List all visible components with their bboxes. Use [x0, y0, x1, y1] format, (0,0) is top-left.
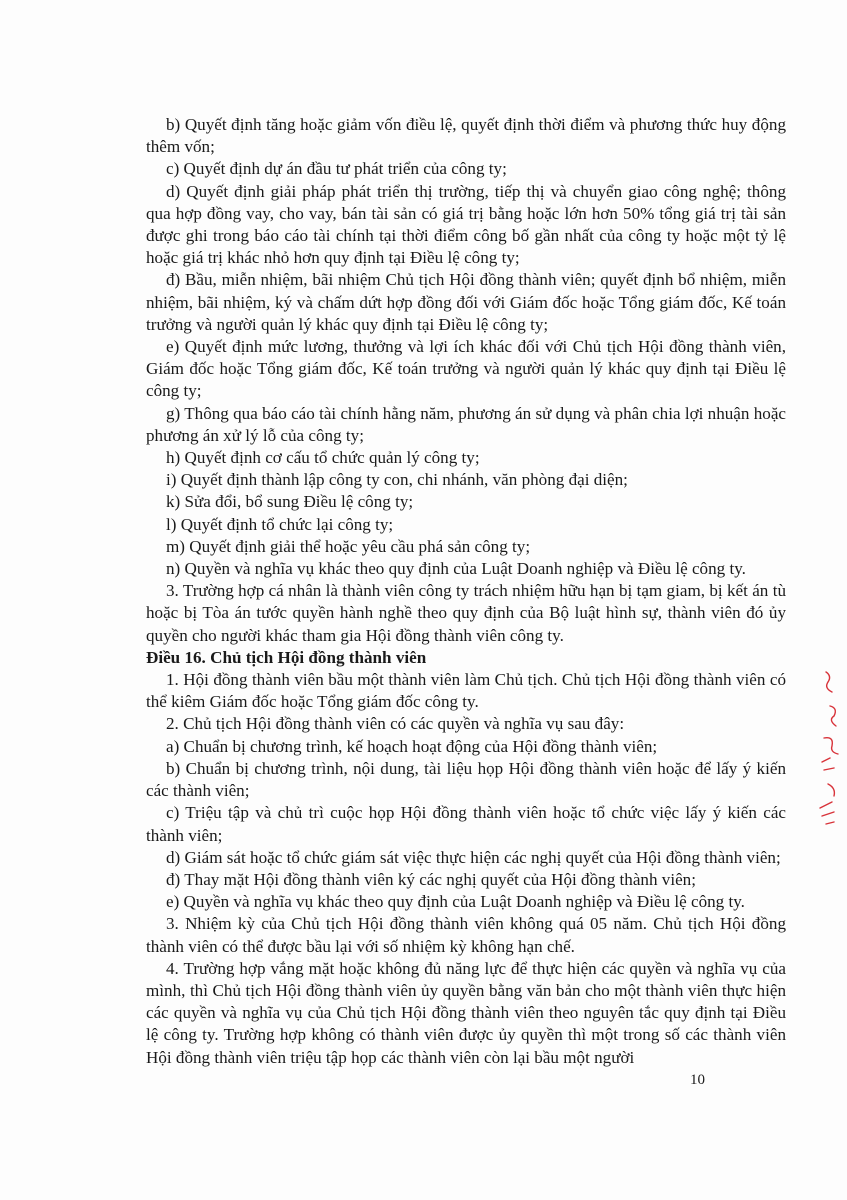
paragraph: 4. Trường hợp vắng mặt hoặc không đủ năng lực để thực hiện các quyền và nghĩa vụ của mình, thì Chủ tịch Hội đồng thành viên ủy quyền bằng văn bản cho một thành viên thực hiện các quyền và nghĩa vụ của Chủ tịch Hội đồng thành viên theo nguyên tắc quy định tại Điều lệ công ty. Trường hợp không có thành viên được ủy quyền thì một trong số các thành viên Hội đồng thành viên triệu tập họp các thành viên còn lại bầu một người [146, 958, 786, 1067]
paragraph: k) Sửa đổi, bổ sung Điều lệ công ty; [166, 492, 414, 512]
paragraph: e) Quyền và nghĩa vụ khác theo quy định của Luật Doanh nghiệp và Điều lệ công ty. [166, 892, 745, 912]
paragraph: c) Triệu tập và chủ trì cuộc họp Hội đồng thành viên hoặc tổ chức việc lấy ý kiến các thành viên; [146, 803, 786, 845]
page-number: 10 [690, 1072, 705, 1088]
paragraph: n) Quyền và nghĩa vụ khác theo quy định của Luật Doanh nghiệp và Điều lệ công ty. [166, 559, 746, 579]
red-stamp-edge-icon [808, 666, 847, 836]
paragraph: đ) Thay mặt Hội đồng thành viên ký các nghị quyết của Hội đồng thành viên; [166, 869, 696, 889]
paragraph: 2. Chủ tịch Hội đồng thành viên có các quyền và nghĩa vụ sau đây: [166, 714, 625, 734]
paragraph: m) Quyết định giải thể hoặc yêu cầu phá sản công ty; [166, 536, 531, 556]
paragraph: h) Quyết định cơ cấu tổ chức quản lý công ty; [166, 448, 480, 468]
document-body [146, 114, 786, 1069]
paragraph: g) Thông qua báo cáo tài chính hằng năm, phương án sử dụng và phân chia lợi nhuận hoặc phương án xử lý lỗ của công ty; [146, 403, 786, 445]
paragraph: l) Quyết định tổ chức lại công ty; [166, 514, 394, 534]
paragraph: a) Chuẩn bị chương trình, kế hoạch hoạt động của Hội đồng thành viên; [166, 736, 658, 756]
paragraph: 3. Trường hợp cá nhân là thành viên công ty trách nhiệm hữu hạn bị tạm giam, bị kết án tù hoặc bị Tòa án tước quyền hành nghề theo quy định của Bộ luật hình sự, thành viên đó ủy quyền cho người khác tham gia Hội đồng thành viên công ty. [146, 581, 786, 645]
paragraph: d) Quyết định giải pháp phát triển thị trường, tiếp thị và chuyển giao công nghệ; thông qua hợp đồng vay, cho vay, bán tài sản có giá trị bằng hoặc lớn hơn 50% tổng giá trị tài sản được ghi trong báo cáo tài chính tại thời điểm công bố gần nhất của công ty hoặc một tỷ lệ hoặc giá trị khác nhỏ hơn quy định tại Điều lệ công ty; [146, 181, 786, 268]
paragraph: i) Quyết định thành lập công ty con, chi nhánh, văn phòng đại diện; [166, 470, 628, 490]
paragraph: 3. Nhiệm kỳ của Chủ tịch Hội đồng thành viên không quá 05 năm. Chủ tịch Hội đồng thành viên có thể được bầu lại với số nhiệm kỳ không hạn chế. [146, 914, 786, 956]
paragraph: e) Quyết định mức lương, thưởng và lợi ích khác đối với Chủ tịch Hội đồng thành viên, Giám đốc hoặc Tổng giám đốc, Kế toán trưởng và người quản lý khác quy định tại Điều lệ công ty; [146, 337, 786, 401]
paragraph: 1. Hội đồng thành viên bầu một thành viên làm Chủ tịch. Chủ tịch Hội đồng thành viên có thể kiêm Giám đốc hoặc Tổng giám đốc công ty. [146, 670, 786, 712]
paragraph: d) Giám sát hoặc tổ chức giám sát việc thực hiện các nghị quyết của Hội đồng thành viên; [166, 847, 781, 867]
section-heading: Điều 16. Chủ tịch Hội đồng thành viên [146, 647, 427, 667]
paragraph: đ) Bầu, miễn nhiệm, bãi nhiệm Chủ tịch Hội đồng thành viên; quyết định bổ nhiệm, miễn nhiệm, bãi nhiệm, ký và chấm dứt hợp đồng đối với Giám đốc hoặc Tổng giám đốc, Kế toán trưởng và người quản lý khác quy định tại Điều lệ công ty; [146, 270, 786, 334]
paragraph: b) Quyết định tăng hoặc giảm vốn điều lệ, quyết định thời điểm và phương thức huy động thêm vốn; [146, 115, 786, 157]
paragraph: b) Chuẩn bị chương trình, nội dung, tài liệu họp Hội đồng thành viên hoặc để lấy ý kiến các thành viên; [146, 758, 786, 801]
paragraph: c) Quyết định dự án đầu tư phát triển của công ty; [166, 159, 507, 179]
